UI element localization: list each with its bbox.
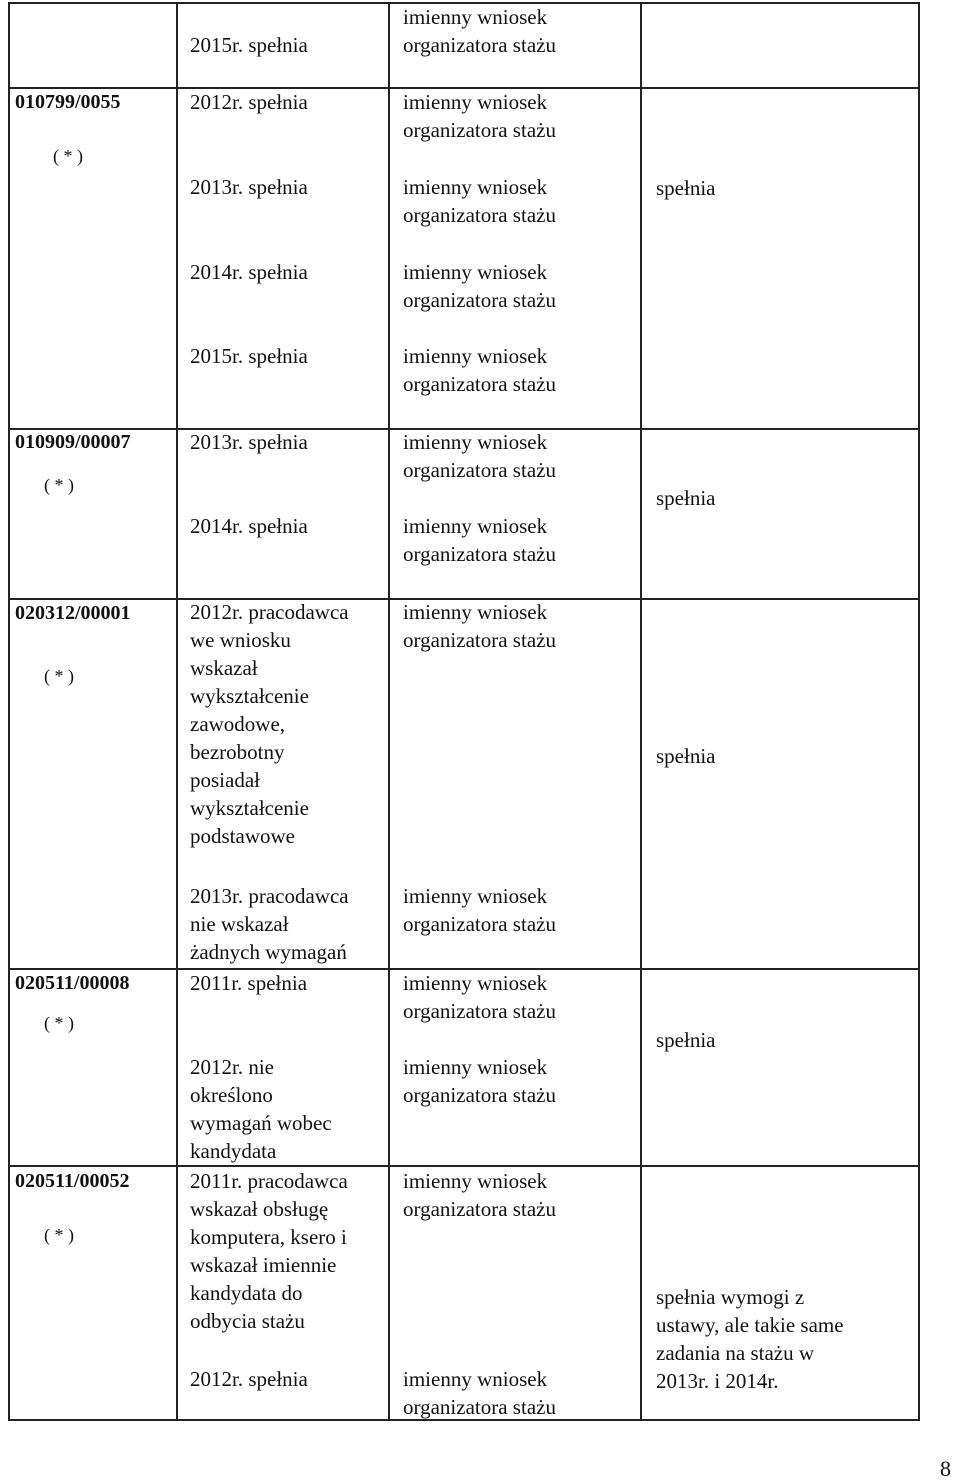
entry-basis: imienny wniosek organizatora stażu xyxy=(403,600,556,652)
col-border-1 xyxy=(176,2,178,1421)
row-result: spełnia xyxy=(656,486,716,510)
col-border-2 xyxy=(388,2,390,1421)
entry-basis: imienny wniosek organizatora stażu xyxy=(403,884,556,936)
entry-basis: imienny wniosek organizatora stażu xyxy=(403,1055,556,1107)
continuation-basis: imienny wniosek organizatora stażu xyxy=(403,5,556,57)
col-border-left xyxy=(8,2,10,1421)
col-border-right xyxy=(918,2,920,1421)
entry-basis: imienny wniosek organizatora stażu xyxy=(403,1367,556,1419)
row-id: 010799/0055 xyxy=(15,91,121,113)
row-marker: ( * ) xyxy=(44,666,74,686)
entry-basis: imienny wniosek organizatora stażu xyxy=(403,1169,556,1221)
entry-basis: imienny wniosek organizatora stażu xyxy=(403,971,556,1023)
entry-basis: imienny wniosek organizatora stażu xyxy=(403,90,556,142)
row-marker: ( * ) xyxy=(53,146,83,166)
entry-year: 2012r. pracodawca we wniosku wskazał wykształcenie zawodowe, bezrobotny posiadał wykształcenie podstawowe xyxy=(190,600,349,848)
row-result: spełnia xyxy=(656,176,716,200)
row-id: 020312/00001 xyxy=(15,602,131,624)
col-border-3 xyxy=(640,2,642,1421)
entry-basis: imienny wniosek organizatora stażu xyxy=(403,430,556,482)
entry-year: 2012r. spełnia xyxy=(190,1367,308,1391)
row-marker: ( * ) xyxy=(44,1013,74,1033)
row-result: spełnia xyxy=(656,1028,716,1052)
row-marker: ( * ) xyxy=(44,1225,74,1245)
entry-basis: imienny wniosek organizatora stażu xyxy=(403,344,556,396)
row-result: spełnia wymogi z ustawy, ale takie same zadania na stażu w 2013r. i 2014r. xyxy=(656,1285,844,1393)
row-id: 010909/00007 xyxy=(15,431,131,453)
row-id: 020511/00008 xyxy=(15,972,130,994)
continuation-year: 2015r. spełnia xyxy=(190,33,308,57)
entry-year: 2011r. spełnia xyxy=(190,971,308,995)
row-marker: ( * ) xyxy=(44,475,74,495)
row-result: spełnia xyxy=(656,744,716,768)
entry-year: 2014r. spełnia xyxy=(190,260,308,284)
entry-year: 2011r. pracodawca wskazał obsługę komputera, ksero i wskazał imiennie kandydata do odbycia stażu xyxy=(190,1169,348,1333)
entry-year: 2014r. spełnia xyxy=(190,514,308,538)
entry-year: 2013r. spełnia xyxy=(190,430,308,454)
entry-basis: imienny wniosek organizatora stażu xyxy=(403,260,556,312)
entry-year: 2013r. pracodawca nie wskazał żadnych wymagań xyxy=(190,884,349,964)
row-id: 020511/00052 xyxy=(15,1170,130,1192)
entry-year: 2012r. nie określono wymagań wobec kandydata xyxy=(190,1055,332,1163)
entry-year: 2013r. spełnia xyxy=(190,175,308,199)
entry-year: 2012r. spełnia xyxy=(190,90,308,114)
page-number: 8 xyxy=(940,1456,951,1481)
entry-basis: imienny wniosek organizatora stażu xyxy=(403,175,556,227)
entry-basis: imienny wniosek organizatora stażu xyxy=(403,514,556,566)
entry-year: 2015r. spełnia xyxy=(190,344,308,368)
